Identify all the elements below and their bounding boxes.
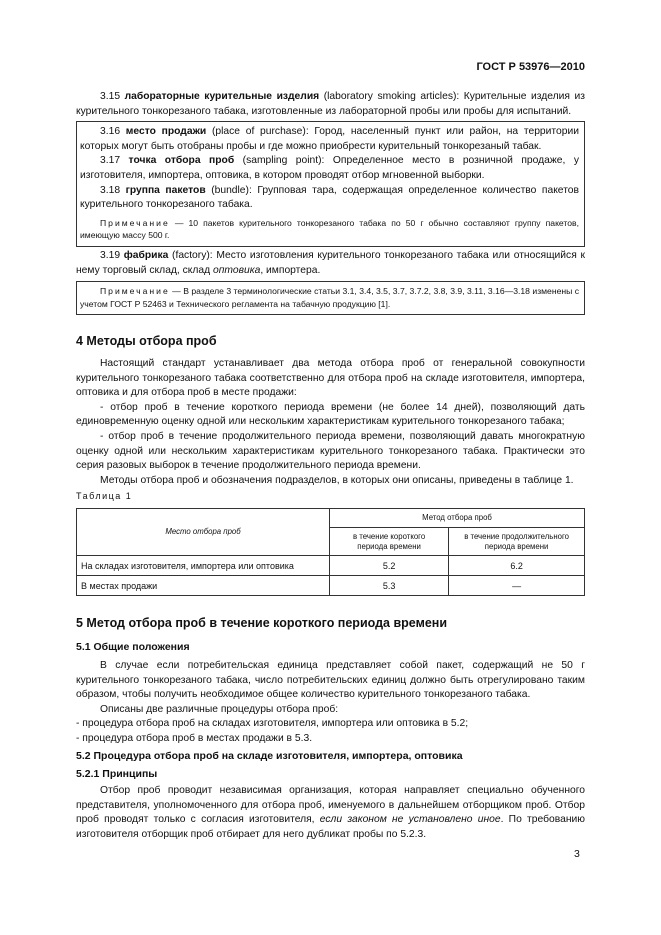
term-number: 3.16	[100, 126, 121, 138]
paragraph-text: Отбор проб проводит независимая организация, которая направляет специально обученного представителя, уполномоченного для отбора проб, именуемого в дальнейшем отборщиком проб. Отбор проб проводят только с согласия изготовителя,	[76, 785, 585, 826]
column-header-place	[77, 509, 330, 556]
paragraph-italic: если законом не установлено иное	[319, 814, 501, 826]
section-5	[76, 615, 585, 631]
paragraph: Методы отбора проб и обозначения подразделов, в которых они описаны, приведены в таблице 1.	[100, 474, 574, 486]
table-row	[77, 576, 585, 596]
subsection-title: 5.1 Общие положения	[76, 641, 190, 653]
section-5-1	[76, 640, 585, 655]
methods-table	[76, 508, 585, 596]
section-5-1-body	[76, 659, 585, 747]
term-definition: (laboratory smoking articles): Курительные изделия из курительного тонкорезаного табака, изготовленные из лабораторной пробы или пробы для испытаний.	[76, 91, 585, 117]
term-3-15	[76, 90, 585, 119]
note-bundle	[80, 217, 579, 242]
table-cell: На складах изготовителя, импортера или оптовика	[77, 556, 330, 576]
table-cell: 5.2	[330, 556, 449, 576]
table-1	[76, 508, 585, 596]
section-4-body	[76, 357, 585, 488]
term-number: 3.19	[100, 249, 121, 261]
paragraph: - отбор проб в течение продолжительного периода времени, позволяющий давать многократную оценку одной или нескольким характеристикам курительного тонкорезаного табака. Практически это серия разовых выборок в течение продолжительного периода времени.	[76, 430, 585, 472]
note-text: — 10 пакетов курительного тонкорезаного табака по 50 г обычно составляют группу пакетов, имеющую массу 500 г.	[80, 217, 579, 241]
term-3-19	[76, 249, 585, 278]
column-header-method: Метод отбора проб	[330, 509, 585, 528]
table-cell: —	[449, 576, 585, 596]
paragraph: Описаны две различные процедуры отбора проб:	[100, 703, 339, 715]
paragraph: Настоящий стандарт устанавливает два метода отбора проб от генеральной совокупности курительного тонкорезаного табака соответственно для отбора проб на складе изготовителя, импортера, оптовика и для отбора проб в месте продажи:	[76, 358, 585, 399]
table-1-caption	[76, 491, 585, 502]
term-name: точка отбора проб	[128, 155, 235, 167]
table-cell: 5.3	[330, 576, 449, 596]
term-3-16	[80, 125, 579, 154]
term-name: группа пакетов	[125, 184, 206, 196]
page-number: 3	[574, 848, 580, 860]
note-changes-box	[76, 281, 585, 315]
term-name: фабрика	[123, 249, 169, 261]
term-definition-end: , импортера.	[260, 264, 321, 276]
terms-block	[76, 90, 585, 317]
subsection-title: 5.2.1 Принципы	[76, 768, 158, 780]
term-definition-italic: оптовика	[213, 264, 261, 276]
term-number: 3.15	[100, 91, 121, 102]
subsection-title: 5.2 Процедура отбора проб на складе изготовителя, импортера, оптовика	[76, 750, 463, 762]
term-name: место продажи	[125, 126, 207, 138]
section-4-title: 4 Методы отбора проб	[76, 334, 217, 348]
table-cell: В местах продажи	[77, 576, 330, 596]
section-5-2	[76, 749, 585, 764]
note-changes	[80, 285, 579, 310]
section-5-2-1-body	[76, 784, 585, 842]
term-3-17	[80, 154, 579, 183]
term-definition: (factory): Место изготовления курительного тонкорезаного табака или относящийся к нему торговый склад, склад	[76, 249, 585, 276]
paragraph-text-end: . По требованию изготовителя отборщик проб отбирает для него дубликат пробы по 5.2.3.	[76, 814, 585, 840]
table-cell: 6.2	[449, 556, 585, 576]
column-header-short: в течение короткого периода времени	[330, 528, 449, 556]
paragraph: В случае если потребительская единица представляет собой пакет, содержащий не 50 г курительного тонкорезаного табака, число потребительских единиц должно быть отрегулировано таким образом, чтобы получить необходимое общее количество курительного тонкорезаного табака.	[76, 660, 585, 701]
note-label: Примечание	[100, 217, 170, 228]
term-definition: (sampling point): Определенное место в розничной продаже, у изготовителя, импортера, оптовика, в котором проводят отбор мгновенной выборки.	[80, 155, 579, 181]
term-number: 3.17	[100, 155, 121, 167]
page-header: ГОСТ Р 53976—2010	[476, 61, 585, 73]
section-5-2-1	[76, 767, 585, 782]
changed-terms-box	[76, 121, 585, 247]
section-4	[76, 333, 585, 349]
paragraph	[76, 784, 585, 842]
term-definition: (place of purchase): Город, населенный пункт или район, на территории которых могут быть отобраны пробы и где можно приобрести курительный тонкорезаный табак.	[80, 126, 579, 152]
term-definition: (bundle): Групповая тара, содержащая определенное количество пакетов курительного тонкорезаного табака.	[80, 184, 579, 211]
paragraph: - отбор проб в течение короткого периода времени (не более 14 дней), позволяющий дать единовременную оценку одной или нескольким характеристикам курительного тонкорезаного табака;	[76, 401, 585, 428]
table-row	[77, 556, 585, 576]
paragraph: - процедура отбора проб в местах продажи в 5.3.	[76, 732, 313, 744]
paragraph: - процедура отбора проб на складах изготовителя, импортера или оптовика в 5.2;	[76, 718, 469, 730]
table-caption: Таблица 1	[76, 491, 133, 501]
term-3-18	[80, 184, 579, 213]
column-header-text: Место отбора проб	[165, 527, 241, 536]
section-5-title: 5 Метод отбора проб в течение короткого периода времени	[76, 616, 448, 630]
term-name: лабораторные курительные изделия	[124, 91, 320, 102]
term-number: 3.18	[100, 184, 121, 196]
note-label: Примечание	[100, 286, 170, 297]
column-header-long: в течение продолжительного периода времени	[449, 528, 585, 556]
note-text: — В разделе 3 терминологические статьи 3.1, 3.4, 3.5, 3.7, 3.7.2, 3.8, 3.9, 3.11, 3.16—3.18 изменены с учетом ГОСТ Р 52463 и Технического регламента на табачную продукцию [1].	[80, 286, 579, 309]
